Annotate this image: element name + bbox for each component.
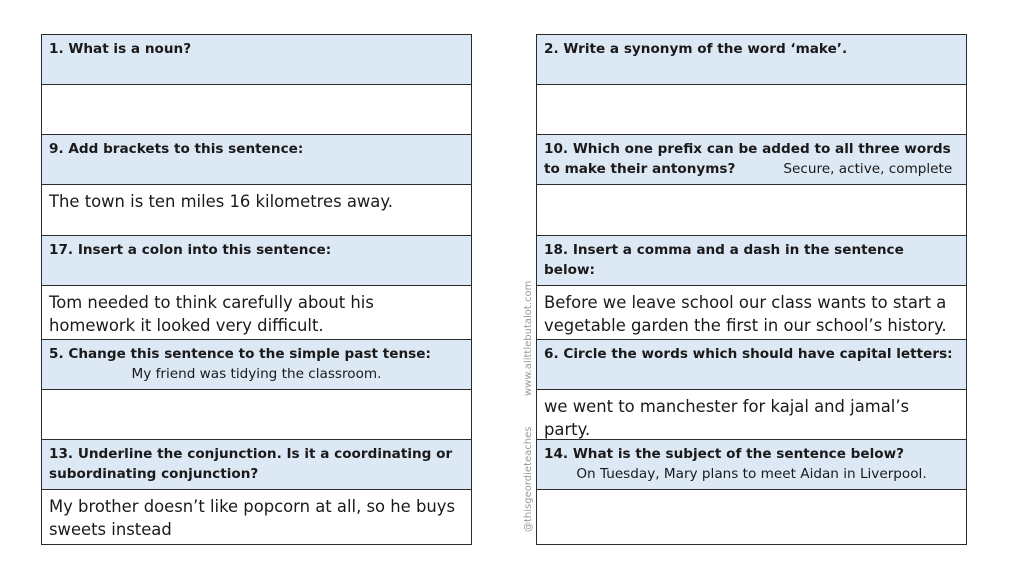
question-10-words: Secure, active, complete <box>783 161 953 177</box>
question-1 <box>42 35 471 85</box>
question-10 <box>537 135 966 185</box>
question-2 <box>537 35 966 85</box>
answer-6-text: we went to manchester for kajal and jamal’s party. <box>544 397 910 439</box>
watermark-handle: @thisgeordieteaches <box>523 426 534 532</box>
answer-9-text: The town is ten miles 16 kilometres away. <box>49 192 393 211</box>
answer-18-text: Before we leave school our class wants to start a vegetable garden the first in our school’s history. <box>544 293 947 335</box>
question-18-text: 18. Insert a comma and a dash in the sentence below: <box>544 242 904 278</box>
answer-1[interactable] <box>42 85 471 135</box>
answer-14[interactable] <box>537 490 966 544</box>
question-13-text: 13. Underline the conjunction. Is it a coordinating or subordinating conjunction? <box>49 446 453 482</box>
question-2-text: 2. Write a synonym of the word ‘make’. <box>544 41 848 57</box>
question-5 <box>42 340 471 390</box>
question-6-text: 6. Circle the words which should have capital letters: <box>544 346 953 362</box>
answer-13-text: My brother doesn’t like popcorn at all, so he buys sweets instead <box>49 497 455 539</box>
question-14 <box>537 440 966 490</box>
question-14-sentence: On Tuesday, Mary plans to meet Aidan in Liverpool. <box>576 466 927 482</box>
answer-2[interactable] <box>537 85 966 135</box>
question-17 <box>42 236 471 286</box>
watermark-website: www.alittlebutalot.com <box>523 280 534 396</box>
answer-17-text: Tom needed to think carefully about his homework it looked very difficult. <box>49 293 374 335</box>
answer-5[interactable] <box>42 390 471 440</box>
answer-18[interactable] <box>537 286 966 340</box>
question-14-text: 14. What is the subject of the sentence below? <box>544 446 905 462</box>
answer-17[interactable] <box>42 286 471 340</box>
question-13 <box>42 440 471 490</box>
question-5-text: 5. Change this sentence to the simple past tense: <box>49 346 431 362</box>
question-5-sentence: My friend was tidying the classroom. <box>131 366 382 382</box>
question-1-text: 1. What is a noun? <box>49 41 192 57</box>
question-18 <box>537 236 966 286</box>
answer-13[interactable] <box>42 490 471 544</box>
answer-6[interactable] <box>537 390 966 440</box>
answer-9[interactable] <box>42 185 471 236</box>
answer-10[interactable] <box>537 185 966 236</box>
question-10-text: 10. Which one prefix can be added to all three words to make their antonyms? <box>544 141 951 177</box>
question-17-text: 17. Insert a colon into this sentence: <box>49 242 332 258</box>
question-6 <box>537 340 966 390</box>
right-question-column <box>536 34 967 545</box>
question-9-text: 9. Add brackets to this sentence: <box>49 141 304 157</box>
question-9 <box>42 135 471 185</box>
left-question-column <box>41 34 472 545</box>
